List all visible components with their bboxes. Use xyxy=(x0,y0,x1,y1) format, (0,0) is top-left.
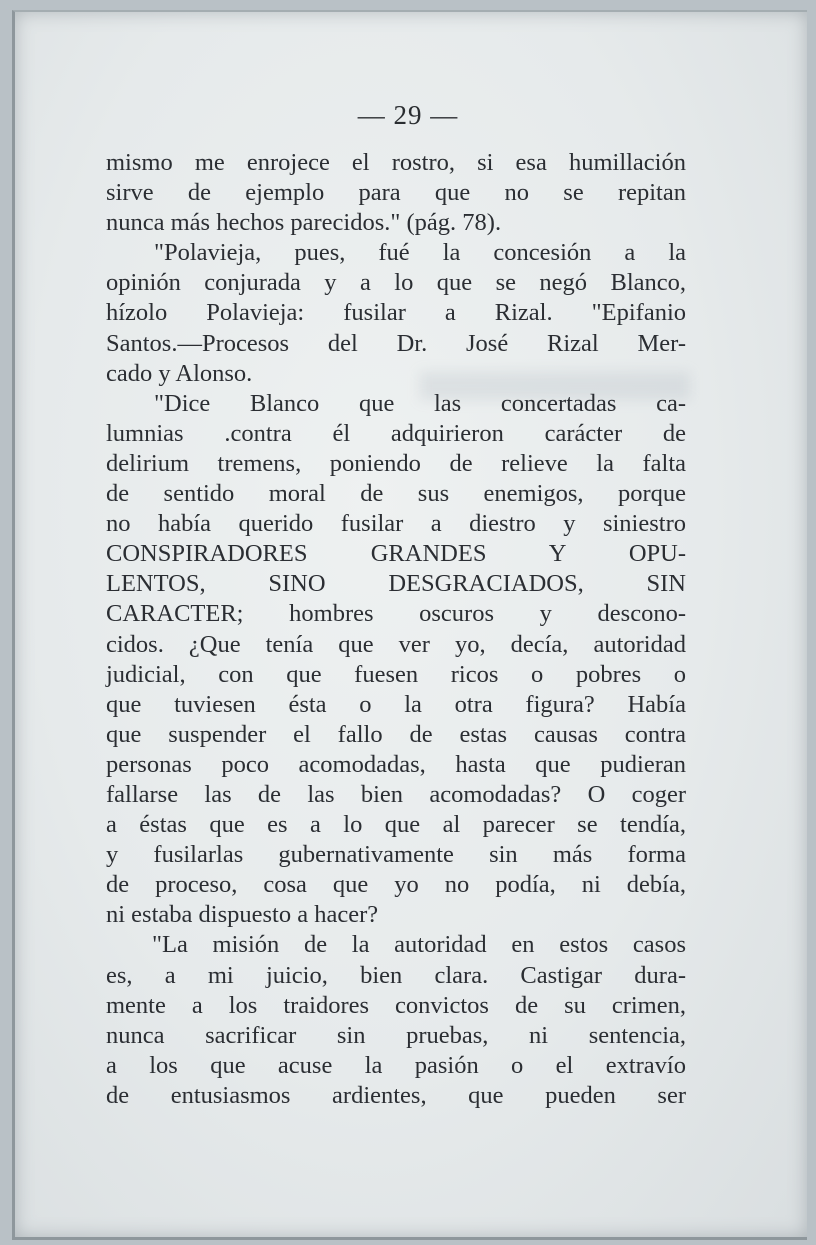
text-line: de sentido moral de sus enemigos, porque xyxy=(106,480,686,508)
text-line: judicial, con que fuesen ricos o pobres o xyxy=(106,660,686,688)
text-line: a los que acuse la pasión o el extravío xyxy=(106,1051,686,1079)
text-line: a éstas que es a lo que al parecer se tendía, xyxy=(106,811,686,839)
text-line: LENTOS, SINO DESGRACIADOS, SIN xyxy=(106,570,686,598)
text-line: CONSPIRADORES GRANDES Y OPU- xyxy=(106,540,686,568)
text-line: opinión conjurada y a lo que se negó Blanco, xyxy=(106,269,686,297)
text-line: y fusilarlas gubernativamente sin más forma xyxy=(106,841,686,869)
page-number: — 29 — xyxy=(357,100,459,130)
text-line: nunca más hechos parecidos." (pág. 78). xyxy=(106,209,502,237)
text-line: que suspender el fallo de estas causas contra xyxy=(106,720,686,748)
text-line: nunca sacrificar sin pruebas, ni sentencia, xyxy=(106,1021,686,1049)
text-line: cado y Alonso. xyxy=(106,359,253,387)
text-line: no había querido fusilar a diestro y siniestro xyxy=(106,510,686,538)
text-line: que tuviesen ésta o la otra figura? Había xyxy=(106,690,686,718)
text-line: de proceso, cosa que yo no podía, ni debía, xyxy=(106,871,686,899)
text-line: mismo me enrojece el rostro, si esa humillación xyxy=(106,149,686,176)
text-line: de entusiasmos ardientes, que pueden ser xyxy=(106,1081,686,1109)
text-line: "Dice Blanco que las concertadas ca- xyxy=(154,389,686,417)
text-line: personas poco acomodadas, hasta que pudieran xyxy=(106,750,686,778)
text-line: "La misión de la autoridad en estos casos xyxy=(152,931,686,959)
text-line: delirium tremens, poniendo de relieve la falta xyxy=(106,449,686,477)
body-text xyxy=(106,148,686,1111)
text-line: ni estaba dispuesto a hacer? xyxy=(106,901,379,929)
text-line: cidos. ¿Que tenía que ver yo, decía, autoridad xyxy=(106,630,686,658)
text-line: "Polavieja, pues, fué la concesión a la xyxy=(154,239,686,267)
text-line: Santos.—Procesos del Dr. José Rizal Mer- xyxy=(106,329,686,357)
text-line: fallarse las de las bien acomodadas? O coger xyxy=(106,780,686,808)
text-line: CARACTER; hombres oscuros y descono- xyxy=(106,600,686,628)
text-line: hízolo Polavieja: fusilar a Rizal. "Epifanio xyxy=(106,299,686,327)
text-line: es, a mi juicio, bien clara. Castigar dura- xyxy=(106,961,686,989)
text-line: lumnias .contra él adquirieron carácter de xyxy=(106,419,686,447)
text-line: sirve de ejemplo para que no se repitan xyxy=(106,179,686,207)
text-line: mente a los traidores convictos de su crimen, xyxy=(106,991,686,1019)
